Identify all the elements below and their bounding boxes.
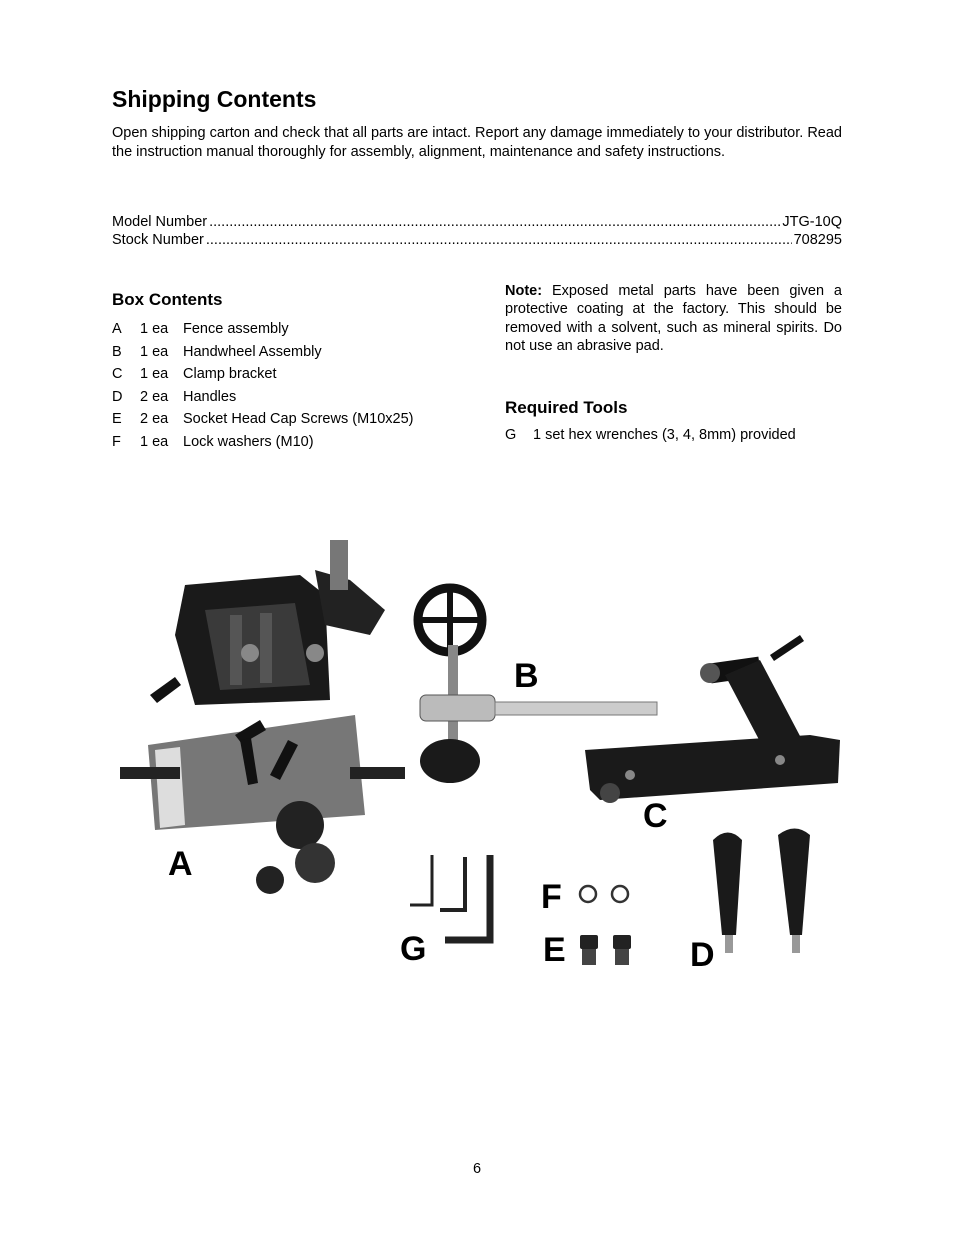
list-item (112, 341, 414, 364)
handles-illustration (713, 829, 810, 954)
spec-value: 708295 (793, 232, 842, 248)
item-desc: 1 set hex wrenches (3, 4, 8mm) provided (533, 427, 796, 443)
callout-c: C (643, 797, 668, 835)
item-letter: E (112, 411, 122, 428)
box-contents-list (112, 318, 414, 454)
spec-label: Stock Number (112, 232, 204, 248)
fence-assembly-illustration (120, 540, 405, 894)
item-desc: Fence assembly (183, 321, 289, 337)
item-letter: A (112, 321, 122, 337)
spec-value: JTG-10Q (782, 214, 842, 230)
note-paragraph (505, 282, 842, 355)
required-tools-heading: Required Tools (505, 398, 628, 417)
spec-stock-number (112, 232, 842, 248)
box-contents-heading: Box Contents (112, 290, 223, 309)
list-item (112, 431, 414, 454)
item-qty: 1 ea (140, 366, 169, 383)
item-letter: D (112, 388, 123, 405)
callout-d: D (690, 936, 715, 974)
callout-a: A (168, 845, 193, 883)
note-text: Exposed metal parts have been given a protective coating at the factory. This should be removed with a solvent, such as mineral spirits. Do not use an abrasive pad. (505, 283, 842, 354)
callout-e: E (543, 931, 566, 969)
callout-b: B (514, 657, 539, 695)
callout-g: G (400, 930, 427, 968)
item-desc: Lock washers (M10) (183, 433, 314, 450)
item-letter: F (112, 433, 121, 450)
item-qty: 2 ea (140, 388, 169, 405)
cap-screws-illustration (580, 935, 631, 965)
lock-washers-illustration (580, 886, 628, 902)
list-item (112, 408, 414, 431)
item-desc: Handles (183, 388, 237, 405)
dot-leader (206, 232, 792, 248)
note-label: Note: (505, 283, 543, 299)
hex-wrenches-illustration (410, 855, 490, 940)
item-qty: 2 ea (140, 411, 169, 428)
item-letter: B (112, 343, 122, 360)
item-qty: 1 ea (140, 321, 169, 337)
item-desc: Handwheel Assembly (183, 343, 322, 360)
item-desc: Clamp bracket (183, 366, 277, 383)
clamp-bracket-illustration (585, 635, 840, 803)
page-title: Shipping Contents (112, 86, 317, 112)
list-item (112, 318, 414, 341)
spec-model-number (112, 214, 842, 230)
parts-photo (110, 525, 850, 985)
callout-f: F (541, 878, 562, 916)
item-letter: C (112, 366, 123, 383)
item-qty: 1 ea (140, 433, 169, 450)
dot-leader (209, 214, 780, 230)
intro-paragraph: Open shipping carton and check that all parts are intact. Report any damage immediately to your distributor. Read the instruction manual thoroughly for assembly, alignment, maintenance and safety instructions. (112, 125, 842, 160)
list-item (112, 386, 414, 409)
item-qty: 1 ea (140, 343, 169, 360)
list-item (505, 427, 796, 443)
spec-label: Model Number (112, 214, 208, 230)
item-desc: Socket Head Cap Screws (M10x25) (183, 411, 414, 428)
item-letter: G (505, 427, 517, 443)
list-item (112, 363, 414, 386)
page-number: 6 (472, 1161, 482, 1177)
